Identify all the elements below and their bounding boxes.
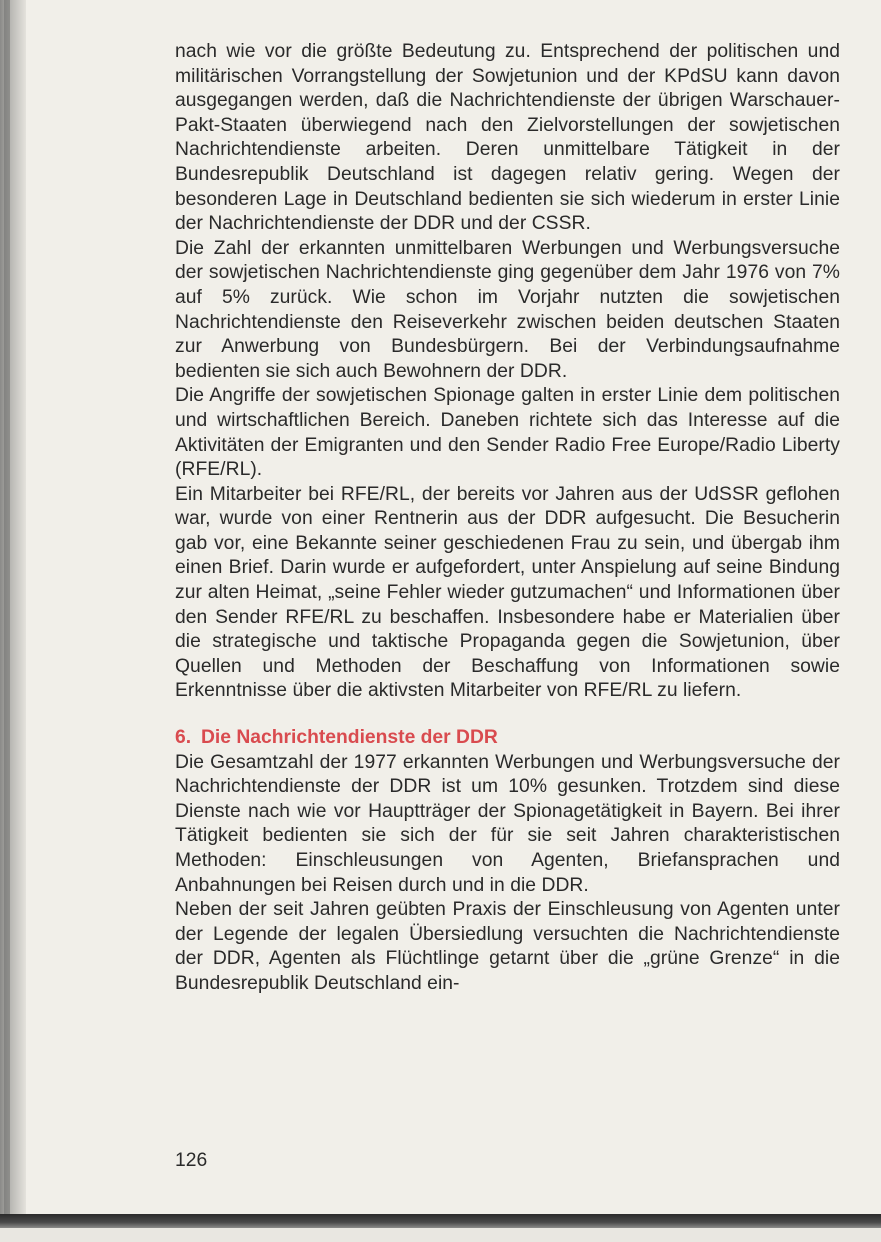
section-heading	[175, 726, 840, 751]
paragraph-2: Die Zahl der erkannten unmittelbaren Werbungen und Werbungsversuche der sowjetischen Nachrichtendienste ging gegenüber dem Jahr 1976 von 7% auf 5% zurück. Wie schon im Vorjahr nutzten die sowjetischen Nachrichtendienste den Reiseverkehr zwischen beiden deutschen Staaten zur Anwerbung von Bundesbürgern. Bei der Verbindungsaufnahme bedienten sie sich auch Bewohnern der DDR.	[175, 237, 840, 382]
paragraph-5: Die Gesamtzahl der 1977 erkannten Werbungen und Werbungsversuche der Nachrichtendienste der DDR ist um 10% gesunken. Trotzdem sind diese Dienste nach wie vor Hauptträger der Spionagetätigkeit in Bayern. Bei ihrer Tätigkeit bedienten sie sich der für sie seit Jahren charakteristischen Methoden: Einschleusungen von Agenten, Briefansprachen und Anbahnungen bei Reisen durch und in die DDR.	[175, 751, 840, 896]
paragraph-3: Die Angriffe der sowjetischen Spionage galten in erster Linie dem politischen und wirtschaftlichen Bereich. Daneben richtete sich das Interesse auf die Aktivitäten der Emigranten und den Sender Radio Free Europe/Radio Liberty (RFE/RL).	[175, 385, 840, 481]
section-number: 6.	[175, 727, 192, 749]
paragraph-6: Neben der seit Jahren geübten Praxis der Einschleusung von Agenten unter der Legende der legalen Übersiedlung versuchten die Nachrichtendienste der DDR, Agenten als Flüchtlinge getarnt über die „grüne Grenze“ in die Bundesrepublik Deutschland ein-	[175, 899, 840, 994]
page-number: 126	[175, 1150, 208, 1171]
bottom-edge-shadow	[0, 1214, 881, 1228]
paragraph-4: Ein Mitarbeiter bei RFE/RL, der bereits vor Jahren aus der UdSSR geflohen war, wurde von einer Rentnerin aus der DDR aufgesucht. Die Besucherin gab vor, eine Bekannte seiner geschiedenen Frau zu sein, und übergab ihm einen Brief. Darin wurde er aufgefordert, unter Anspielung auf seine Bindung zur alten Heimat, „seine Fehler wieder gutzumachen“ und Informationen über den Sender RFE/RL zu beschaffen. Insbesondere habe er Materialien über die strategische und taktische Propaganda gegen die Sowjetunion, über Quellen und Methoden der Beschaffung von Informationen sowie Erkenntnisse über die aktivsten Mitarbeiter von RFE/RL zu liefern.	[175, 483, 840, 702]
spine-edge	[4, 0, 10, 1242]
page-text-column	[175, 40, 840, 997]
section-title: Die Nachrichtendienste der DDR	[201, 727, 498, 749]
paragraph-1: nach wie vor die größte Bedeutung zu. Entsprechend der politischen und militärischen Vorrangstellung der Sowjetunion und der KPdSU kann davon ausgegangen werden, daß die Nachrichtendienste der übrigen Warschauer-Pakt-Staaten überwiegend nach den Zielvorstellungen der sowjetischen Nachrichtendienste arbeiten. Deren unmittelbare Tätigkeit in der Bundesrepublik Deutschland ist dagegen relativ gering. Wegen der besonderen Lage in Deutschland bedienten sie sich wiederum in erster Linie der Nachrichtendienste der DDR und der CSSR.	[175, 41, 840, 235]
bottom-margin	[0, 1228, 881, 1242]
